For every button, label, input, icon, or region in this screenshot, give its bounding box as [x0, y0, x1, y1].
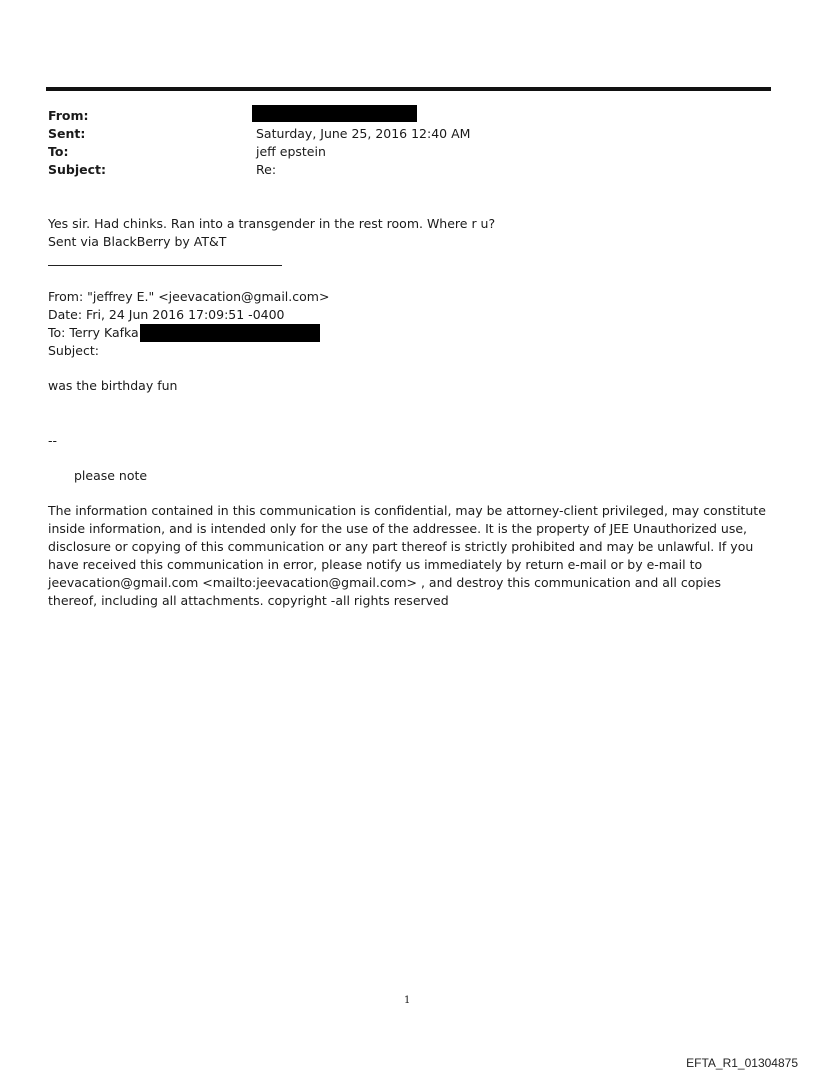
confidentiality-disclaimer: The information contained in this communication is confidential, may be attorney-client privileged, may constitute inside information, and is intended only for the use of the addressee. It is the property of JEE Unauthorized use, disclosure or copying of this communication or any part thereof is strictly prohibited and may be unlawful. If you have received this communication in error, please notify us immediately by return e-mail or by e-mail to jeevacation@gmail.com <mailto:jeevacation@gmail.com> , and destroy this communication and all copies thereof, including all attachments. copyright -all rights reserved — [48, 503, 766, 608]
quote-separator — [48, 265, 282, 266]
signature: Sent via BlackBerry by AT&T — [48, 234, 227, 249]
reply-text: Yes sir. Had chinks. Ran into a transgender in the rest room. Where r u? — [48, 216, 496, 231]
to-redaction — [140, 324, 320, 342]
to-value: jeff epstein — [256, 144, 326, 159]
quoted-date-line: Date: Fri, 24 Jun 2016 17:09:51 -0400 — [48, 307, 285, 322]
quoted-subject-line: Subject: — [48, 343, 99, 358]
subject-value: Re: — [256, 162, 277, 177]
signature-dashes: -- — [48, 433, 58, 448]
to-label: To: — [48, 144, 69, 159]
document-id: EFTA_R1_01304875 — [686, 1056, 798, 1070]
page-number: 1 — [404, 995, 411, 1006]
sent-label: Sent: — [48, 126, 86, 141]
subject-label: Subject: — [48, 162, 106, 177]
header-rule — [46, 87, 771, 91]
quoted-to-line: To: Terry Kafka — [48, 325, 139, 340]
from-redaction — [252, 105, 417, 122]
sent-value: Saturday, June 25, 2016 12:40 AM — [256, 126, 471, 141]
please-note: please note — [74, 468, 148, 483]
from-label: From: — [48, 108, 89, 123]
quoted-from-line: From: "jeffrey E." <jeevacation@gmail.com> — [48, 289, 330, 304]
quoted-message: was the birthday fun — [48, 378, 178, 393]
